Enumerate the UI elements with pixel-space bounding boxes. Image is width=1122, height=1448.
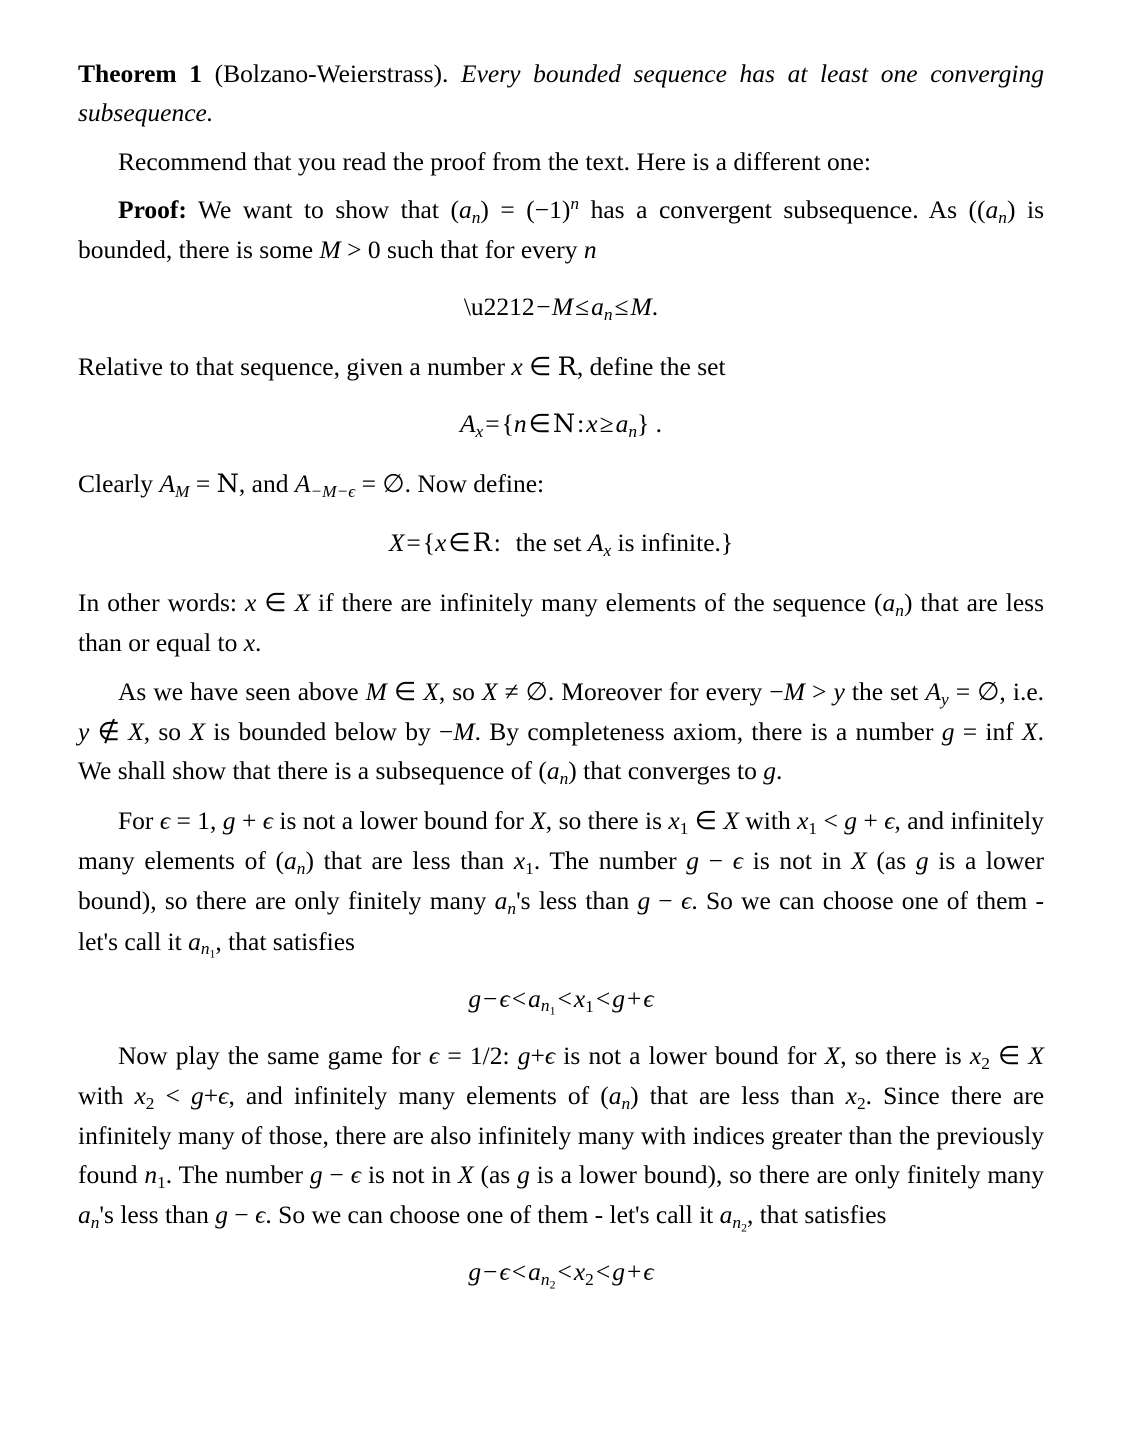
relative-in: ∈ [522,352,558,382]
equation-4: $g-\epsilon<a_{n_1}<x_1<g+\epsilon$ [468,983,654,1018]
proof-text-a: We want to show that ( [198,195,459,225]
equation-3: X={x∈R: the set $A_x$ is infinite.} [388,527,734,560]
symbol-n-sub: n [471,208,481,228]
symbol-X: X [294,587,311,617]
paragraph-aswehaveseen: As we have seen above M ∈ X, so X ≠ ∅. Moreover for every −M > y the set $A_y$ = ∅, i.e. y ∉ X, so X is bounded below by −M. By completeness axiom, there is a number g = inf X. We shall show that there is a subsequence of $(a_n)$ that converges to g. [78,676,1045,788]
equation-1: $\backslash u2212-M\le a_n\le M$. [463,292,659,325]
paragraph-for-epsilon: For ϵ = 1, g + ϵ is not a lower bound for X, so there is $x_1$ ∈ X with $x_1 < g + \epsilon$, and infinitely many elements of $(a_n)$ that are less than $x_1$. The number g − ϵ is not in X (as g is a lower bound), so there are only finitely many $a_n's$ less than g − ϵ. So we can choose one of them - let's call it $a_{n_1}$, that satisfies [78,805,1044,961]
proof-text-d: ) is bounded, there is some [78,195,1044,265]
clearly-text-d: = ∅. Now define: [355,469,545,499]
symbol-a-3: a [882,587,896,617]
theorem-label: Theorem 1 [78,59,203,88]
theorem-statement [78,55,1044,133]
symbol-a: a [458,195,472,225]
symbol-reals: R [557,352,577,383]
symbol-x-2: x [244,587,257,617]
paragraph-recommend: Recommend that you read the proof from the text. Here is a different one: [118,146,871,176]
equation-5: $g-\epsilon<a_{n_2}<x_2<g+\epsilon$ [468,1257,654,1292]
paragraph-clearly [78,465,1044,505]
document-body [78,55,1044,1294]
equation-2: $A_x=\{n\in N:x\ge a_n\}$ . [459,409,663,442]
proof-text-e: > 0 such that for every [340,235,584,265]
paragraph-inotherwords [78,584,1044,663]
iow-text-a: In other words: [78,587,245,617]
symbol-naturals: N [216,469,239,500]
clearly-text-a: Clearly [78,469,160,499]
symbol-M-sub: M [175,482,190,502]
iow-text-c: if there are infinitely many elements of the sequence ( [310,587,883,617]
iow-text-e: . [255,627,262,657]
proof-label: Proof: [118,195,187,225]
iow-in: ∈ [256,587,295,617]
symbol-A-M: A [159,469,176,499]
clearly-text-c: , and [238,469,295,499]
symbol-n-sup: n [570,194,580,214]
symbol-n-sub-2: n [998,208,1007,228]
relative-text-a: Relative to that sequence, given a number [78,352,512,382]
symbol-n-sub-3: n [895,600,904,620]
clearly-eq: = [189,469,217,499]
symbol-M: M [319,235,341,265]
symbol-a-2: a [985,195,999,225]
symbol-A-2: A [294,469,311,499]
theorem-text: Every bounded sequence has at least one converging subsequence. [78,59,1044,127]
paragraph-proof: Proof: We want to show that $(a_n) = (-1)^n$ has a convergent subsequence. As ($(a_n)$ is bounded, there is some M > 0 such that for every n [78,194,1044,265]
proof-text-c: has a convergent subsequence. As ( [579,195,978,225]
symbol-x: x [511,352,523,382]
symbol-sub-negM: −M−ϵ [310,482,356,502]
symbol-x-3: x [243,627,256,657]
proof-text-b: ) = (−1) [480,195,571,225]
relative-text-b: , define the set [576,352,726,382]
iow-text-d: ) that are less than or equal to [78,587,1044,657]
symbol-n: n [583,235,597,265]
theorem-attribution: (Bolzano-Weierstrass). [214,59,449,88]
paragraph-nowplay: Now play the same game for ϵ = 1/2: g+ϵ is not a lower bound for X, so there is $x_2$ ∈ X with $x_2 < g+\epsilon$, and infinitely many elements of $(a_n)$ that are less than $x_2$. Since there are infinitely many of those, there are also infinitely many with indices greater than the previously found $n_1$. The number g − ϵ is not in X (as g is a lower bound), so there are only finitely many $a_n's$ less than g − ϵ. So we can choose one of them - let's call it $a_{n_2}$, that satisfies [78,1040,1045,1235]
paragraph-relative [78,348,1044,387]
